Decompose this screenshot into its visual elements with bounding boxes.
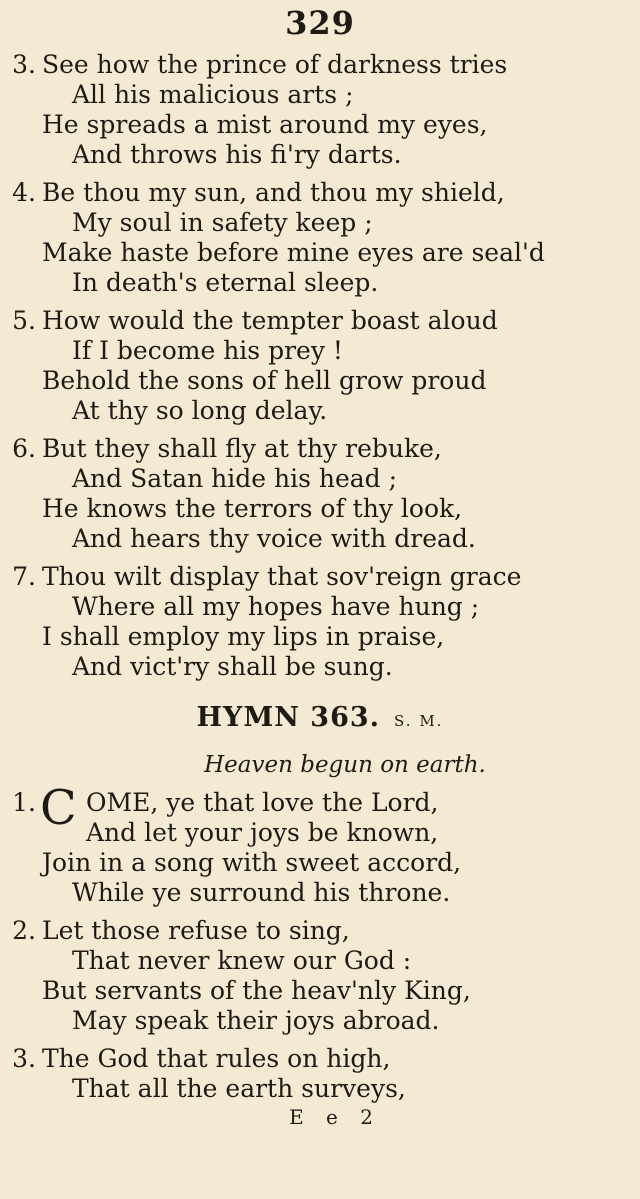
verse-number: 7. (12, 562, 36, 591)
hymn-number: HYMN 363. (196, 702, 381, 733)
verse-number: 1. (12, 788, 36, 817)
verse-line: But servants of the heav'nly King, (42, 976, 471, 1005)
verse-line: See how the prince of darkness tries (42, 50, 508, 79)
verse-line: While ye surround his throne. (72, 878, 451, 907)
verse-line: Where all my hopes have hung ; (72, 592, 480, 621)
verse-number: 3. (12, 50, 36, 79)
drop-cap: C (40, 780, 77, 836)
page-number: 329 (285, 4, 355, 42)
verse-number: 6. (12, 434, 36, 463)
verse-line: And throws his fi'ry darts. (72, 140, 402, 169)
verse-line: And hears thy voice with dread. (72, 524, 476, 553)
verse-line: And Satan hide his head ; (72, 464, 398, 493)
verse-line: OME, ye that love the Lord, (86, 788, 439, 817)
verse-line: Let those refuse to sing, (42, 916, 350, 945)
verse-line: He knows the terrors of thy look, (42, 494, 463, 523)
verse-line: How would the tempter boast aloud (42, 306, 498, 335)
verse-number: 2. (12, 916, 36, 945)
verse-number: 3. (12, 1044, 36, 1073)
verse-line: And let your joys be known, (86, 818, 439, 847)
hymn-meter: S. M. (394, 712, 444, 730)
verse-line: That all the earth surveys, (72, 1074, 406, 1103)
signature-mark: E e 2 (289, 1105, 381, 1129)
verse-line: That never knew our God : (72, 946, 412, 975)
verse-number: 4. (12, 178, 36, 207)
verse-line: He spreads a mist around my eyes, (42, 110, 488, 139)
hymn-subtitle: Heaven begun on earth. (204, 752, 486, 778)
verse-line: The God that rules on high, (42, 1044, 391, 1073)
verse-line: In death's eternal sleep. (72, 268, 379, 297)
verse-line: But they shall fly at thy rebuke, (42, 434, 442, 463)
verse-line: May speak their joys abroad. (72, 1006, 440, 1035)
verse-line: Join in a song with sweet accord, (42, 848, 462, 877)
verse-line: My soul in safety keep ; (72, 208, 373, 237)
verse-line: If I become his prey ! (72, 336, 343, 365)
verse-line: All his malicious arts ; (72, 80, 354, 109)
verse-line: Behold the sons of hell grow proud (42, 366, 487, 395)
verse-line: Thou wilt display that sov'reign grace (42, 562, 522, 591)
verse-number: 5. (12, 306, 36, 335)
verse-line: At thy so long delay. (72, 396, 328, 425)
verse-line: And vict'ry shall be sung. (72, 652, 393, 681)
verse-line: I shall employ my lips in praise, (42, 622, 445, 651)
verse-line: Be thou my sun, and thou my shield, (42, 178, 505, 207)
hymn-title (0, 702, 640, 733)
verse-line: Make haste before mine eyes are seal'd (42, 238, 545, 267)
